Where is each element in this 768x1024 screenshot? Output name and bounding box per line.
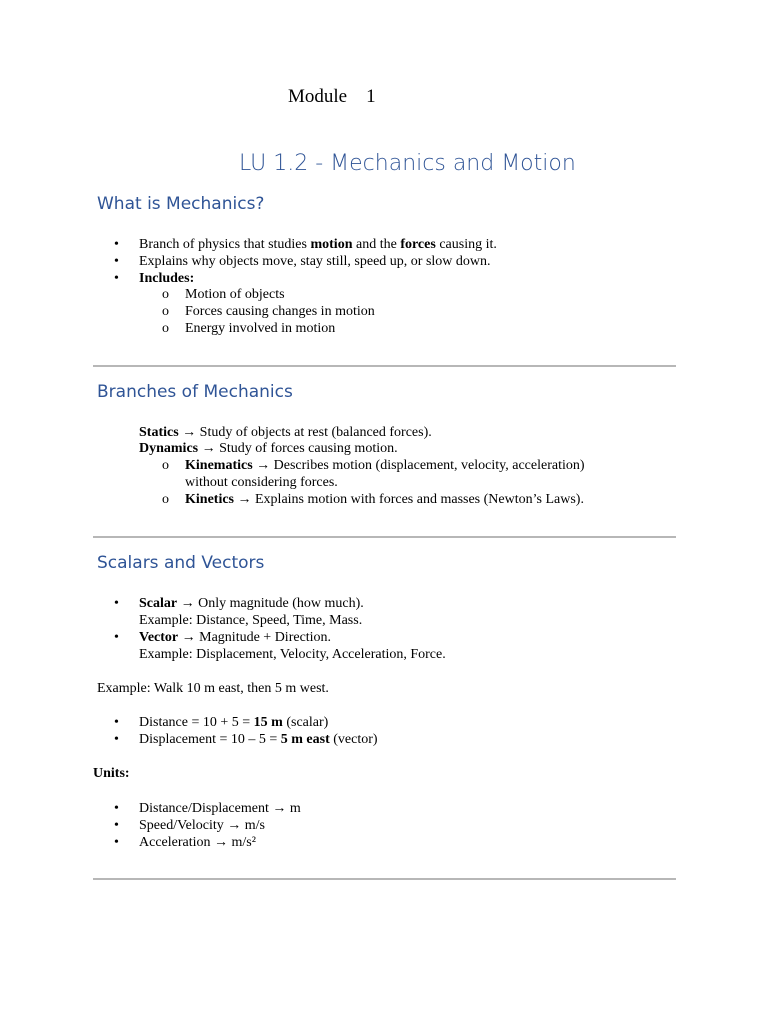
- vector-line: [139, 629, 331, 646]
- section-heading-branches: Branches of Mechanics: [97, 382, 293, 402]
- bold-text: Scalar: [139, 596, 178, 611]
- bullet-icon: •: [114, 596, 119, 611]
- module-label: Module 1: [288, 86, 376, 107]
- bold-text: Dynamics: [139, 441, 199, 456]
- bullet-icon: •: [114, 630, 119, 645]
- bold-text: forces: [400, 237, 436, 252]
- scalar-example: Example: Distance, Speed, Time, Mass.: [139, 613, 363, 628]
- text: and the: [352, 237, 401, 252]
- units-label: Units:: [93, 766, 130, 781]
- text: (vector): [329, 732, 378, 747]
- sub-bullet-icon: o: [162, 304, 169, 319]
- bold-text: 5 m east: [280, 732, 330, 747]
- unit-item: Speed/Velocity → m/s: [139, 818, 265, 833]
- text: → Magnitude + Direction.: [178, 630, 332, 645]
- sub-bullet-icon: o: [162, 492, 169, 507]
- sub-bullet-icon: o: [162, 321, 169, 336]
- list-item: Includes:: [139, 271, 195, 286]
- sub-list-item: Motion of objects: [185, 287, 285, 302]
- unit-item: Distance/Displacement → m: [139, 801, 301, 816]
- bold-text: Kinematics: [185, 458, 253, 473]
- list-item: Explains why objects move, stay still, speed up, or slow down.: [139, 254, 491, 269]
- bullet-icon: •: [114, 715, 119, 730]
- text: causing it.: [435, 237, 497, 252]
- kinetics-line: [185, 491, 584, 508]
- divider: [93, 536, 676, 538]
- bullet-icon: •: [114, 801, 119, 816]
- text: → Study of objects at rest (balanced forces).: [178, 425, 432, 440]
- walk-example: Example: Walk 10 m east, then 5 m west.: [97, 681, 329, 696]
- dynamics-line: [139, 440, 398, 457]
- bullet-icon: •: [114, 271, 119, 286]
- text: Branch of physics that studies: [139, 237, 311, 252]
- text: Displacement = 10 – 5 =: [139, 732, 281, 747]
- text: → Explains motion with forces and masses (Newton’s Laws).: [234, 492, 584, 507]
- bullet-icon: •: [114, 732, 119, 747]
- displacement-line: [139, 731, 378, 748]
- sub-list-item: Energy involved in motion: [185, 321, 336, 336]
- text: Distance = 10 + 5 =: [139, 715, 254, 730]
- text: (scalar): [282, 715, 329, 730]
- sub-bullet-icon: o: [162, 287, 169, 302]
- sub-list-item: Forces causing changes in motion: [185, 304, 375, 319]
- bold-text: Vector: [139, 630, 179, 645]
- text: → Only magnitude (how much).: [177, 596, 364, 611]
- distance-line: [139, 714, 328, 731]
- bullet-icon: •: [114, 237, 119, 252]
- bullet-icon: •: [114, 254, 119, 269]
- vector-example: Example: Displacement, Velocity, Acceleration, Force.: [139, 647, 446, 662]
- bullet-icon: •: [114, 818, 119, 833]
- section-heading-scalars-vectors: Scalars and Vectors: [97, 553, 265, 573]
- bold-text: 15 m: [253, 715, 283, 730]
- sub-bullet-icon: o: [162, 458, 169, 473]
- unit-item: Acceleration → m/s²: [139, 835, 256, 850]
- divider: [93, 365, 676, 367]
- text: → Study of forces causing motion.: [198, 441, 398, 456]
- bold-text: Statics: [139, 425, 179, 440]
- divider: [93, 878, 676, 880]
- list-item: [139, 236, 497, 253]
- bold-text: Kinetics: [185, 492, 234, 507]
- scalar-line: [139, 595, 364, 612]
- kinematics-line: [185, 457, 585, 474]
- page-title: LU 1.2 - Mechanics and Motion: [239, 151, 576, 176]
- bold-text: motion: [310, 237, 353, 252]
- bullet-icon: •: [114, 835, 119, 850]
- section-heading-what-is-mechanics: What is Mechanics?: [97, 194, 265, 214]
- text: → Describes motion (displacement, velocity, acceleration): [252, 458, 585, 473]
- kinematics-line-continued: without considering forces.: [185, 475, 338, 490]
- statics-line: [139, 424, 432, 441]
